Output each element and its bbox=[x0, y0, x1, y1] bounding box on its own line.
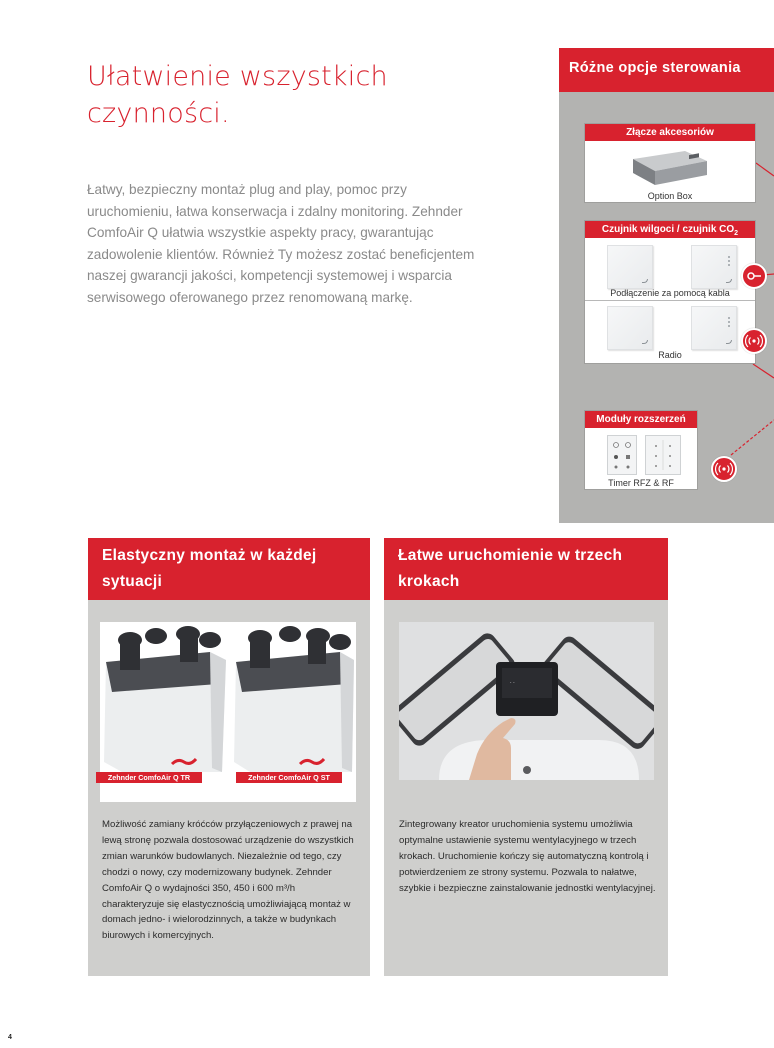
intro-paragraph: Łatwy, bezpieczny montaż plug and play, pomoc przy uruchomieniu, łatwa konserwacja i zdalny monitoring. Zehnder ComfoAir Q ułatwia wszystkie aspekty pracy, gwarantując zadowolenie klientów. Również Ty możesz zostać beneficjentem naszej gwarancji jakości, kompetencji systemowej i wsparcia serwisowego oferowanego przez renomowaną markę. bbox=[87, 182, 475, 305]
startup-image bbox=[399, 622, 654, 780]
flexible-installation-body: Możliwość zamiany króćców przyłączeniowych z prawej na lewą stronę pozwala dostosować urządzenie do wszystkich zmian warunków budowlanych. Niezależnie od tego, czy chodzi o nowy, czy modernizowany budynek. Zehnder ComfoAir Q o wydajności 350, 450 i 600 m³/h charakteryzuje się elastycznością umożliwiającą montaż w domach jedno- i wielorodzinnych, a także w budynkach biurowych i komercyjnych. bbox=[102, 819, 354, 942]
module-radio-icon bbox=[711, 456, 737, 482]
co2-sensor-icon bbox=[691, 245, 737, 289]
page-number: 4 bbox=[8, 1034, 12, 1041]
humidity-sensor-radio-icon bbox=[607, 306, 653, 350]
accessory-box-title: Złącze akcesoriów bbox=[585, 124, 755, 141]
extension-modules-box bbox=[584, 410, 698, 490]
option-box-device-icon bbox=[627, 149, 711, 187]
unit-tr-label: Zehnder ComfoAir Q TR bbox=[96, 772, 202, 783]
extension-modules-title: Moduły rozszerzeń bbox=[585, 411, 697, 428]
easy-startup-body: Zintegrowany kreator uruchomienia systemu umożliwia optymalne ustawienie systemu wentylacyjnego w trzech krokach. Uruchomienie kończy się automatyczną kontrolą i potwierdzeniem ze strony systemu. Pozwala to nałatwe, szybkie i bezpieczne zainstalowanie jednostki wentylacyjnej. bbox=[399, 819, 656, 894]
control-panel-illustration bbox=[399, 622, 654, 780]
svg-text:· ·: · · bbox=[510, 680, 515, 686]
sensor-title-text: Czujnik wilgoci / czujnik CO bbox=[601, 224, 735, 235]
co2-sensor-radio-icon bbox=[691, 306, 737, 350]
timer-rfz-icon bbox=[607, 435, 637, 475]
radio-caption: Radio bbox=[658, 350, 682, 360]
cable-connection-caption: Podłączenie za pomocą kabla bbox=[610, 288, 730, 298]
page-heading: Ułatwienie wszystkich czynności. bbox=[87, 61, 388, 129]
control-options-title: Różne opcje sterowania bbox=[569, 60, 741, 76]
flexible-installation-title: Elastyczny montaż w każdej sytuacji bbox=[88, 538, 370, 600]
timer-caption: Timer RFZ & RF bbox=[608, 478, 674, 488]
option-box-caption: Option Box bbox=[647, 191, 693, 201]
timer-rf-icon bbox=[645, 435, 681, 475]
sensor-title-subscript: 2 bbox=[734, 230, 739, 237]
accessory-box bbox=[584, 123, 756, 203]
humidity-sensor-icon bbox=[607, 245, 653, 289]
easy-startup-title: Łatwe uruchomienie w trzech krokach bbox=[384, 538, 668, 600]
unit-st-label: Zehnder ComfoAir Q ST bbox=[236, 772, 342, 783]
sensor-box bbox=[584, 220, 756, 364]
radio-signal-icon bbox=[741, 328, 767, 354]
sensor-box-title bbox=[585, 221, 755, 238]
cable-plug-icon bbox=[741, 263, 767, 289]
sensor-divider bbox=[585, 300, 755, 301]
